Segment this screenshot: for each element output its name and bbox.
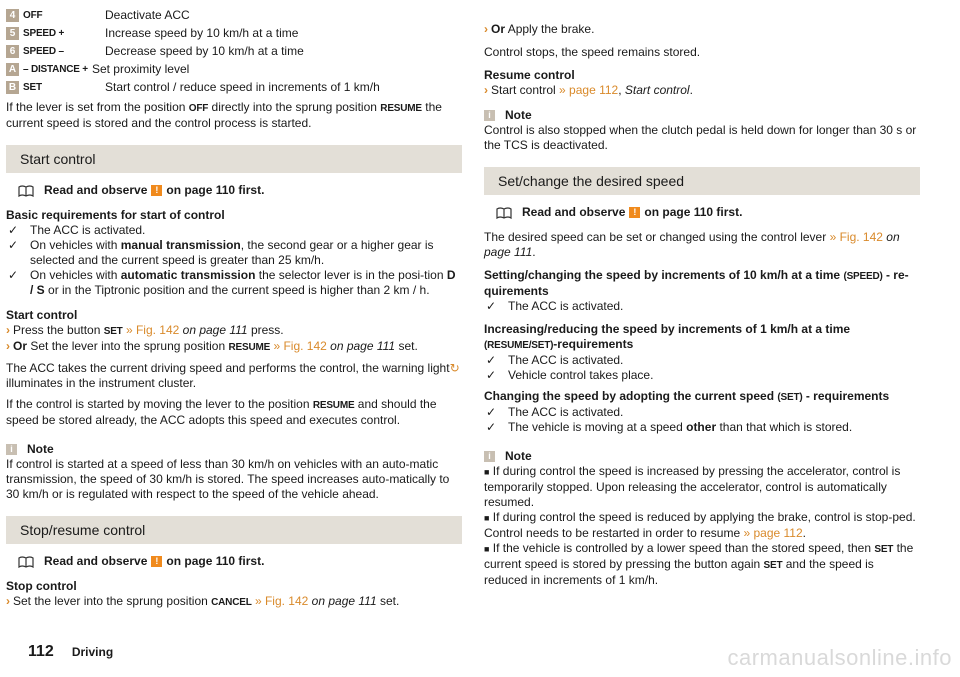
key-tag: SET bbox=[874, 544, 894, 555]
figure-link[interactable]: » Fig. 142 bbox=[273, 339, 327, 353]
subheading: Stop control bbox=[6, 579, 77, 593]
read-observe-line: Read and observe ! on page 110 first. bbox=[18, 554, 462, 569]
note-heading: i Note bbox=[6, 442, 462, 457]
bullet-icon: ■ bbox=[484, 513, 490, 523]
page-link[interactable]: » page 112 bbox=[743, 526, 803, 540]
key-legend bbox=[6, 6, 462, 96]
legend-tag: SET bbox=[23, 81, 42, 93]
key-tag: (SET) bbox=[777, 392, 803, 403]
page-number: 112 bbox=[28, 643, 54, 660]
requirement-item: ✓ On vehicles with manual transmission, the second gear or a higher gear is selected and the current speed is greater than 25 km/h. bbox=[8, 238, 434, 267]
key-tag: OFF bbox=[188, 103, 209, 114]
arrow-icon: › bbox=[6, 339, 10, 353]
legend-row bbox=[6, 24, 462, 42]
body-paragraph: If the control is started by moving the lever to the position RESUME and should the speed be stored already, the ACC adopts this speed and executes control. bbox=[6, 397, 437, 427]
legend-key: 4 bbox=[6, 9, 19, 22]
check-icon: ✓ bbox=[8, 268, 19, 282]
legend-text: Decrease speed by 10 km/h at a time bbox=[105, 43, 304, 58]
warning-light-icon: ↻ bbox=[449, 361, 460, 375]
step-item: › Press the button SET » Fig. 142 on page 111 press. bbox=[6, 323, 284, 337]
book-icon bbox=[496, 207, 512, 219]
legend-tag: SPEED – bbox=[23, 45, 64, 57]
read-observe-line: Read and observe ! on page 110 first. bbox=[496, 205, 920, 220]
key-tag: SET bbox=[103, 326, 123, 337]
info-icon: i bbox=[484, 110, 495, 121]
check-icon: ✓ bbox=[486, 353, 497, 367]
legend-text: Start control / reduce speed in increments of 1 km/h bbox=[105, 79, 380, 94]
page-link[interactable]: » page 112 bbox=[559, 83, 619, 97]
arrow-icon: › bbox=[484, 83, 488, 97]
legend-key: 5 bbox=[6, 27, 19, 40]
key-tag: CANCEL bbox=[211, 597, 252, 608]
legend-row bbox=[6, 42, 462, 60]
note-heading: i Note bbox=[484, 449, 920, 464]
book-icon bbox=[18, 185, 34, 197]
section-heading-stop-resume: Stop/resume control bbox=[6, 516, 462, 544]
key-tag: (RESUME/SET) bbox=[484, 340, 554, 351]
info-icon: i bbox=[484, 451, 495, 462]
legend-key: A bbox=[6, 63, 19, 76]
subheading: Setting/changing the speed by increments of 10 km/h at a time (SPEED) - re-quirements bbox=[484, 268, 909, 298]
figure-link[interactable]: » Fig. 142 bbox=[829, 230, 883, 244]
section-heading-start-control: Start control bbox=[6, 145, 462, 173]
note-text: If control is started at a speed of less than 30 km/h on vehicles with an auto-matic transmission, the speed of 30 km/h is stored. The speed increases auto-matically to 30 km/h or is regulated with respect to the speed of the vehicle ahead. bbox=[6, 457, 450, 501]
legend-text: Set proximity level bbox=[91, 61, 190, 76]
note-bullet: ■ If the vehicle is controlled by a lower speed than the stored speed, then SET the current speed is stored by pressing the button again SET and the speed is reduced in increments of 1 km/h. bbox=[484, 541, 914, 587]
legend-text: Deactivate ACC bbox=[105, 7, 190, 22]
warning-icon: ! bbox=[151, 185, 162, 196]
read-observe-line: Read and observe ! on page 110 first. bbox=[18, 183, 462, 198]
check-icon: ✓ bbox=[486, 299, 497, 313]
section-heading-set-speed: Set/change the desired speed bbox=[484, 167, 920, 195]
body-paragraph: The desired speed can be set or changed using the control lever » Fig. 142 on page 111. bbox=[484, 230, 900, 259]
check-icon: ✓ bbox=[486, 405, 497, 419]
legend-key: 6 bbox=[6, 45, 19, 58]
arrow-icon: › bbox=[6, 594, 10, 608]
subheading: Changing the speed by adopting the current speed (SET) - requirements bbox=[484, 389, 890, 403]
requirement-item: ✓ The ACC is activated. bbox=[486, 353, 624, 367]
arrow-icon: › bbox=[484, 22, 488, 36]
right-column bbox=[484, 0, 920, 588]
requirement-item: ✓ Vehicle control takes place. bbox=[486, 368, 654, 382]
key-tag: RESUME bbox=[380, 103, 422, 114]
legend-tag: SPEED + bbox=[23, 27, 65, 39]
legend-row bbox=[6, 60, 462, 78]
page-footer bbox=[28, 644, 113, 660]
check-icon: ✓ bbox=[486, 368, 497, 382]
requirement-item: ✓ The ACC is activated. bbox=[8, 223, 146, 237]
check-icon: ✓ bbox=[8, 223, 19, 237]
requirement-item: ✓ On vehicles with automatic transmission the selector lever is in the posi-tion D / S or in the Tiptronic position and the current speed is higher than 2 km / h. bbox=[8, 268, 456, 297]
subheading: Increasing/reducing the speed by increments of 1 km/h at a time (RESUME/SET)-requirements bbox=[484, 322, 851, 351]
key-tag: (SPEED) bbox=[843, 271, 883, 282]
step-item: › Set the lever into the sprung position CANCEL » Fig. 142 on page 111 set. bbox=[6, 594, 400, 608]
legend-row bbox=[6, 6, 462, 24]
requirement-item: ✓ The vehicle is moving at a speed other than that which is stored. bbox=[486, 420, 853, 434]
chapter-name: Driving bbox=[71, 645, 114, 659]
watermark: carmanualsonline.info bbox=[727, 645, 952, 670]
left-column bbox=[6, 0, 462, 610]
subheading: Resume control bbox=[484, 68, 575, 82]
key-tag: SET bbox=[763, 560, 783, 571]
check-icon: ✓ bbox=[8, 238, 19, 252]
key-tag: RESUME bbox=[228, 342, 271, 353]
figure-link[interactable]: » Fig. 142 bbox=[254, 594, 309, 608]
requirement-item: ✓ The ACC is activated. bbox=[486, 299, 624, 313]
subheading: Basic requirements for start of control bbox=[6, 208, 225, 222]
note-bullet: ■ If during control the speed is increased by pressing the accelerator, control is temporarily stopped. Upon releasing the accelerator, control is automatically resumed. bbox=[484, 464, 901, 509]
step-item: › Or Set the lever into the sprung position RESUME » Fig. 142 on page 111 set. bbox=[6, 339, 418, 353]
legend-key: B bbox=[6, 81, 19, 94]
subheading: Start control bbox=[6, 308, 78, 322]
legend-tag: OFF bbox=[23, 9, 43, 21]
body-paragraph: Control stops, the speed remains stored. bbox=[484, 45, 701, 59]
legend-tag: – DISTANCE + bbox=[23, 63, 88, 75]
warning-icon: ! bbox=[629, 207, 640, 218]
bullet-icon: ■ bbox=[484, 467, 490, 477]
book-icon bbox=[18, 556, 34, 568]
figure-link[interactable]: » Fig. 142 bbox=[125, 323, 180, 337]
step-item: › Start control » page 112, Start control. bbox=[484, 83, 693, 97]
note-heading: i Note bbox=[484, 108, 920, 123]
key-tag: RESUME bbox=[312, 400, 355, 411]
legend-row bbox=[6, 78, 462, 96]
warning-icon: ! bbox=[151, 556, 162, 567]
check-icon: ✓ bbox=[486, 420, 497, 434]
info-icon: i bbox=[6, 444, 17, 455]
bullet-icon: ■ bbox=[484, 544, 490, 554]
arrow-icon: › bbox=[6, 323, 10, 337]
note-text: Control is also stopped when the clutch pedal is held down for longer than 30 s or the TCS is deactivated. bbox=[484, 123, 917, 152]
note-bullet: ■ If during control the speed is reduced by applying the brake, control is stop-ped. Control needs to be restarted in order to resume » page 112. bbox=[484, 510, 916, 540]
legend-text: Increase speed by 10 km/h at a time bbox=[105, 25, 299, 40]
requirement-item: ✓ The ACC is activated. bbox=[486, 405, 624, 419]
lever-paragraph: If the lever is set from the position OFF directly into the sprung position RESUME the current speed is stored and the control process is started. bbox=[6, 100, 442, 130]
step-item: › Or Apply the brake. bbox=[484, 22, 595, 36]
body-paragraph: The ACC takes the current driving speed and performs the control, the warning light↻ illuminates in the instrument cluster. bbox=[6, 361, 460, 390]
